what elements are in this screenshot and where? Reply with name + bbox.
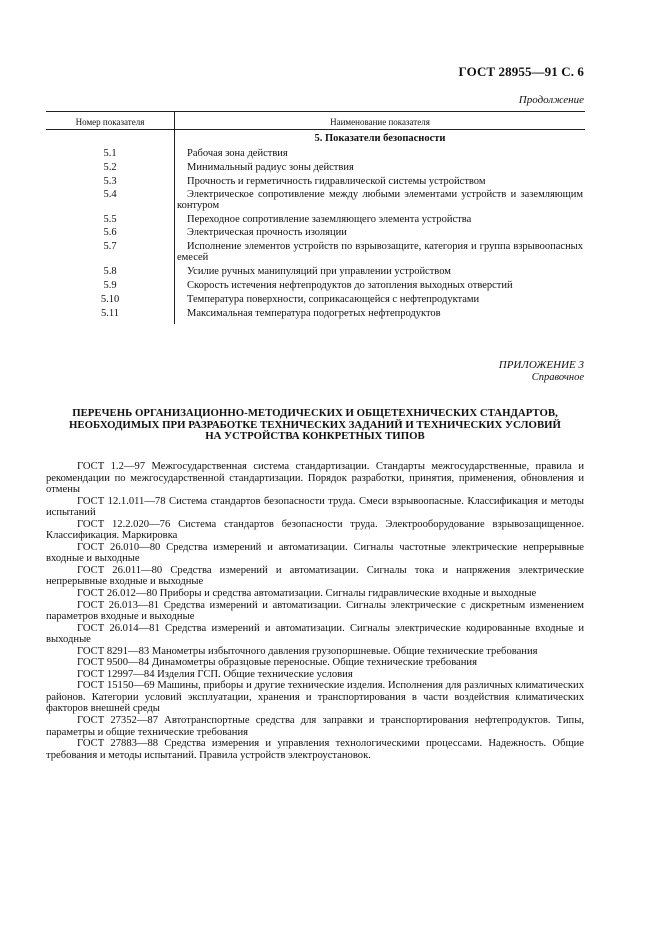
list-title-line: ПЕРЕЧЕНЬ ОРГАНИЗАЦИОННО-МЕТОДИЧЕСКИХ И ОБЩЕТЕХНИЧЕСКИХ СТАНДАРТОВ, [72, 407, 558, 419]
list-item: ГОСТ 26.011—80 Средства измерений и автоматизации. Сигналы тока и напряжения электрические непрерывные входные и выходные [46, 564, 584, 588]
list-item: ГОСТ 26.012—80 Приборы и средства автоматизации. Сигналы гидравлические входные и выходные [77, 588, 537, 600]
row-name: Температура поверхности, соприкасающейся с нефтепродуктами [187, 294, 480, 305]
row-name: Скорость истечения нефтепродуктов до затопления выходных отверстий [187, 280, 513, 291]
list-item: ГОСТ 9500—84 Динамометры образцовые переносные. Общие технические требования [77, 657, 477, 669]
row-number: 5.1 [103, 148, 117, 159]
row-name: Рабочая зона действия [187, 148, 288, 159]
row-name: Электрическое сопротивление между любыми элементами устройств и заземляющим контуром [177, 189, 583, 211]
row-number: 5.9 [103, 280, 117, 291]
list-item: ГОСТ 12.2.020—76 Система стандартов безопасности труда. Электрооборудование взрывозащищенное. Классификация. Маркировка [46, 518, 584, 542]
list-item: ГОСТ 26.014—81 Средства измерений и автоматизации. Сигналы электрические кодированные входные и выходные [46, 622, 584, 646]
row-name: Исполнение элементов устройств по взрывозащите, категория и группа взрывоопасных емесей [177, 241, 583, 263]
list-item: ГОСТ 27883—88 Средства измерения и управления технологическими процессами. Надежность. Общие требования и методы испытаний. Правила устройств электроустановок. [46, 738, 584, 761]
list-item: ГОСТ 12.1.011—78 Система стандартов безопасности труда. Смеси взрывоопасные. Классификация и методы испытаний [46, 495, 584, 519]
row-number: 5.3 [103, 176, 117, 187]
appendix-title: ПРИЛОЖЕНИЕ 3 [498, 359, 584, 371]
list-item: ГОСТ 26.013—81 Средства измерений и автоматизации. Сигналы электрические с дискретным изменением параметров входные и выходные [46, 599, 584, 623]
continued-label: Продолжение [518, 94, 584, 106]
list-title [46, 408, 584, 443]
page-id: ГОСТ 28955—91 С. 6 [458, 64, 584, 79]
row-name: Минимальный радиус зоны действия [187, 162, 354, 173]
row-name: Максимальная температура подогретых нефтепродуктов [187, 308, 441, 319]
column-header-name: Наименование показателя [330, 117, 430, 127]
list-item: ГОСТ 8291—83 Манометры избыточного давления грузопоршневые. Общие технические требования [77, 645, 538, 657]
list-item: ГОСТ 26.010—80 Средства измерений и автоматизации. Сигналы частотные электрические непрерывные входные и выходные [46, 541, 584, 565]
list-item: ГОСТ 12997—84 Изделия ГСП. Общие технические условия [77, 668, 353, 680]
row-number: 5.10 [100, 294, 120, 305]
standards-list [46, 461, 584, 761]
row-number: 5.11 [101, 308, 119, 319]
list-item: ГОСТ 27352—87 Автотранспортные средства для заправки и транспортирования нефтепродуктов. Типы, параметры и общие технические требования [46, 715, 584, 738]
section-title: 5. Показатели безопасности [314, 133, 446, 144]
row-number: 5.7 [103, 241, 117, 252]
row-number: 5.4 [103, 189, 117, 200]
list-item: ГОСТ 15150—69 Машины, приборы и другие технические изделия. Исполнения для различных климатических районов. Категории условий эксплуатации, хранения и транспортирования в части воздействия климатических факторов внешней среды [46, 680, 584, 715]
row-name: Усилие ручных манипуляций при управлении устройством [187, 266, 451, 277]
row-number: 5.5 [103, 214, 117, 225]
table-top-rule [46, 111, 585, 112]
list-title-line: НЕОБХОДИМЫХ ПРИ РАЗРАБОТКЕ ТЕХНИЧЕСКИХ ЗАДАНИЙ И ТЕХНИЧЕСКИХ УСЛОВИЙ [69, 418, 561, 431]
row-number: 5.2 [103, 162, 117, 173]
table-header-rule [46, 129, 585, 130]
row-name: Переходное сопротивление заземляющего элемента устройства [187, 214, 472, 225]
list-item: ГОСТ 1.2—97 Межгосударственная система стандартизации. Стандарты межгосударственные, правила и рекомендации по межгосударственной стандартизации. Порядок разработки, принятия, применения, обновления и отмены [46, 461, 584, 496]
row-number: 5.6 [103, 227, 117, 238]
row-name: Прочность и герметичность гидравлической системы устройством [187, 176, 486, 187]
list-title-line: НА УСТРОЙСТВА КОНКРЕТНЫХ ТИПОВ [205, 430, 425, 443]
row-name: Электрическая прочность изоляции [187, 227, 347, 238]
appendix-subtitle: Справочное [531, 372, 584, 383]
column-header-number: Номер показателя [75, 117, 145, 127]
row-number: 5.8 [103, 266, 117, 277]
